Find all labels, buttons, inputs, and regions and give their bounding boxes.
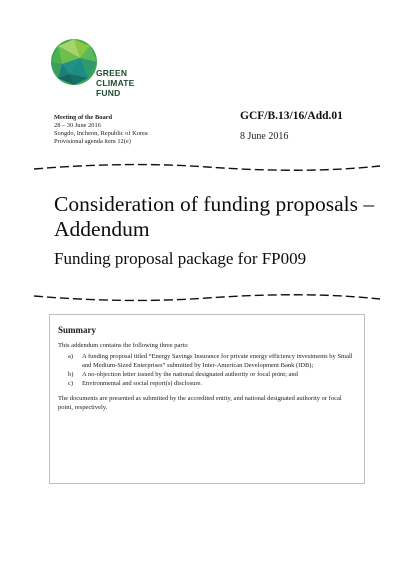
meeting-location: Songdo, Incheon, Republic of Korea	[54, 130, 148, 137]
list-marker: c)	[68, 380, 74, 387]
document-date: 8 June 2016	[240, 131, 289, 142]
logo-line-1: GREEN	[96, 68, 128, 78]
summary-closing: The documents are presented as submitted by the accredited entity, and national designated authority or focal point, respectively.	[58, 395, 342, 411]
logo-line-3: FUND	[96, 88, 121, 98]
list-marker: a)	[68, 353, 74, 360]
logo-line-2: CLIMATE	[96, 78, 135, 88]
gcf-logo-globe-icon	[50, 38, 98, 86]
meeting-title: Meeting of the Board	[54, 114, 113, 121]
bottom-wave-divider	[34, 290, 380, 306]
list-marker: b)	[68, 371, 74, 378]
meeting-info	[54, 114, 148, 146]
page-title: Consideration of funding proposals – Addendum	[54, 192, 375, 241]
list-item-text: A no-objection letter issued by the national designated authority or focal point; and	[82, 371, 298, 378]
summary-list	[58, 352, 356, 388]
meeting-agenda: Provisional agenda item 12(e)	[54, 138, 131, 145]
summary-box	[49, 314, 365, 484]
list-item	[68, 379, 356, 388]
summary-heading: Summary	[58, 325, 96, 335]
document-meta	[240, 110, 343, 142]
page-subtitle: Funding proposal package for FP009	[54, 249, 307, 268]
document-code: GCF/B.13/16/Add.01	[240, 110, 343, 122]
gcf-logo-wordmark	[96, 68, 135, 98]
meeting-dates: 28 – 30 June 2016	[54, 122, 101, 129]
list-item-text: A funding proposal titled “Energy Savings Insurance for private energy efficiency investments by Small and Medium-Sized Enterprises” submitted by Inter-American Development Bank (IDB);	[82, 353, 353, 369]
list-item	[68, 370, 356, 379]
top-wave-divider	[34, 160, 380, 176]
summary-intro: This addendum contains the following three parts:	[58, 342, 189, 349]
list-item	[68, 352, 356, 370]
list-item-text: Environmental and social report(s) disclosure.	[82, 380, 203, 387]
